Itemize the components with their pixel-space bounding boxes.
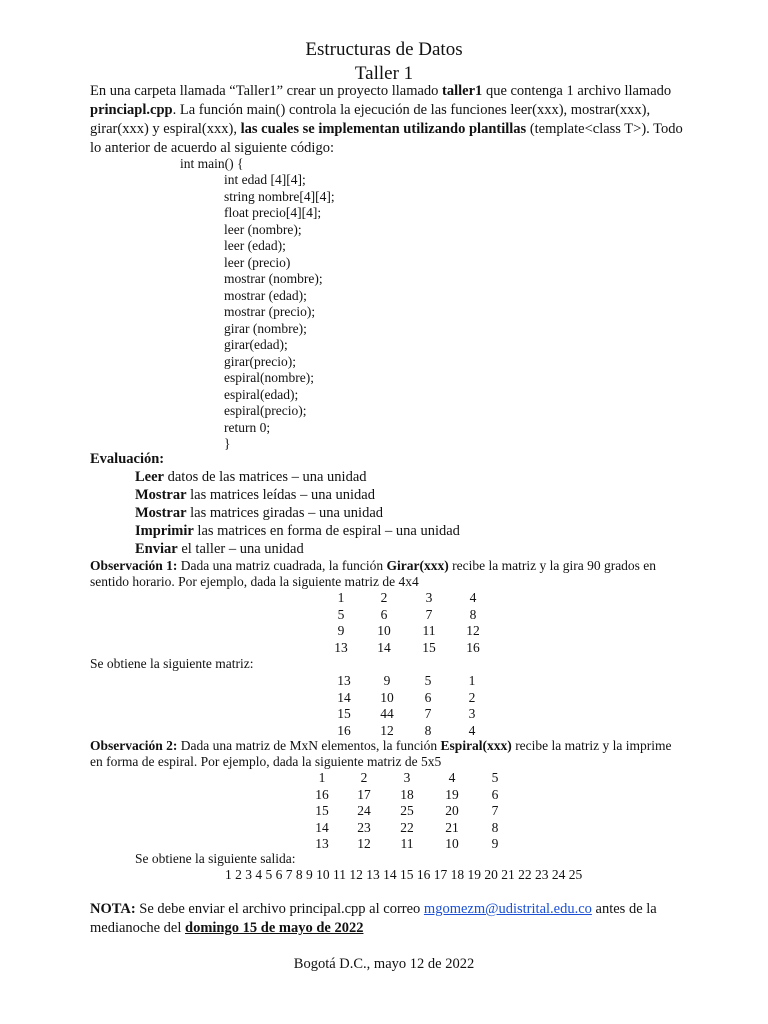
matrix-cell: 23 bbox=[357, 819, 371, 835]
obs1-function: Girar(xxx) bbox=[386, 558, 449, 573]
matrix-cell: 10 bbox=[445, 836, 459, 851]
code-line: espiral(edad); bbox=[224, 386, 299, 402]
matrix-cell: 7 bbox=[424, 706, 432, 721]
evaluacion-item-action: Mostrar bbox=[135, 487, 187, 503]
obs2-line1 bbox=[90, 739, 672, 753]
code-line: girar(precio); bbox=[224, 353, 296, 369]
code-line: mostrar (edad); bbox=[224, 287, 307, 303]
nota-line1 bbox=[90, 902, 657, 917]
code-line: int edad [4][4]; bbox=[224, 172, 306, 187]
intro-text: En una carpeta llamada “Taller1” crear un proyecto llamado bbox=[90, 83, 443, 99]
code-line: float precio[4][4]; bbox=[224, 205, 322, 220]
matrix-cell: 9 bbox=[337, 623, 345, 638]
code-line: string nombre[4][4]; bbox=[224, 188, 335, 204]
evaluacion-item bbox=[135, 524, 460, 539]
intro-text: que contenga 1 archivo llamado bbox=[482, 83, 672, 99]
matrix-cell: 15 bbox=[422, 639, 436, 655]
intro-paragraph bbox=[90, 82, 685, 158]
obs2-line2: en forma de espiral. Por ejemplo, dada la siguiente matriz de 5x5 bbox=[90, 754, 442, 769]
matrix-cell: 10 bbox=[380, 689, 394, 705]
matrix-cell: 13 bbox=[315, 836, 329, 851]
matrix-cell: 16 bbox=[337, 722, 351, 738]
code-line: mostrar (precio); bbox=[224, 304, 316, 319]
matrix-cell: 18 bbox=[400, 786, 414, 802]
evaluacion-heading bbox=[90, 452, 164, 467]
evaluacion-item-text: las matrices leídas – una unidad bbox=[186, 487, 375, 503]
matrix-cell: 2 bbox=[468, 689, 476, 705]
obs2-text: recibe la matriz y la imprime bbox=[511, 738, 672, 753]
matrix-cell: 17 bbox=[357, 786, 371, 802]
obs2-result-label: Se obtiene la siguiente salida: bbox=[135, 851, 296, 866]
code-open: int main() { bbox=[180, 156, 244, 171]
obs1-line2: sentido horario. Por ejemplo, dada la siguiente matriz de 4x4 bbox=[90, 574, 419, 589]
matrix-cell: 22 bbox=[400, 819, 414, 835]
matrix-cell: 12 bbox=[357, 836, 371, 851]
code-line: girar (nombre); bbox=[224, 320, 307, 336]
matrix-cell: 9 bbox=[491, 836, 499, 851]
matrix-cell: 15 bbox=[315, 803, 329, 818]
code-line: leer (edad); bbox=[224, 238, 286, 253]
page-subtitle: Taller 1 bbox=[354, 63, 414, 84]
matrix-cell: 10 bbox=[377, 623, 391, 638]
evaluacion-item bbox=[135, 506, 383, 521]
intro-text: . La función main() controla la ejecución de las funciones leer(xxx), mostrar(xxx), girar(xxx) y espiral(xxx), bbox=[90, 102, 651, 137]
matrix-cell: 6 bbox=[491, 786, 499, 802]
evaluacion-item bbox=[135, 470, 367, 485]
code-line: leer (precio) bbox=[224, 254, 291, 270]
evaluacion-item bbox=[135, 488, 375, 503]
matrix-cell: 19 bbox=[445, 786, 459, 802]
spiral-output: 1 2 3 4 5 6 7 8 9 10 11 12 13 14 15 16 17 18 19 20 21 22 23 24 25 bbox=[225, 867, 583, 882]
matrix-cell: 1 bbox=[468, 673, 476, 688]
evaluacion-item-action: Leer bbox=[135, 469, 164, 485]
matrix-cell: 11 bbox=[400, 836, 414, 851]
obs1-text: Dada una matriz cuadrada, la función bbox=[177, 558, 387, 573]
matrix-cell: 5 bbox=[337, 606, 345, 622]
evaluacion-item-action: Mostrar bbox=[135, 505, 187, 521]
matrix-cell: 16 bbox=[466, 639, 480, 655]
nota-text: Se debe enviar el archivo principal.cpp al correo bbox=[135, 901, 424, 917]
obs1-text: recibe la matriz y la gira 90 grados en bbox=[448, 558, 657, 573]
matrix-cell: 13 bbox=[337, 673, 351, 688]
matrix-cell: 1 bbox=[318, 770, 326, 785]
matrix-cell: 16 bbox=[315, 786, 329, 802]
code-line: } bbox=[224, 436, 231, 451]
nota-text: medianoche del bbox=[90, 920, 186, 936]
matrix-cell: 1 bbox=[337, 590, 345, 605]
matrix-cell: 7 bbox=[425, 606, 433, 622]
footer-place-date: Bogotá D.C., mayo 12 de 2022 bbox=[293, 956, 475, 972]
matrix-cell: 4 bbox=[469, 590, 477, 605]
evaluacion-heading-text: Evaluación: bbox=[90, 451, 165, 467]
matrix-cell: 24 bbox=[357, 803, 371, 818]
matrix-cell: 44 bbox=[380, 706, 394, 721]
matrix-cell: 14 bbox=[337, 689, 351, 705]
matrix-cell: 15 bbox=[337, 706, 351, 721]
evaluacion-item-text: las matrices giradas – una unidad bbox=[186, 505, 384, 521]
evaluacion-item-text: el taller – una unidad bbox=[177, 541, 304, 557]
matrix-cell: 20 bbox=[445, 803, 459, 818]
matrix-cell: 14 bbox=[315, 819, 329, 835]
matrix-cell: 3 bbox=[425, 590, 433, 605]
matrix-cell: 12 bbox=[466, 623, 480, 638]
matrix-cell: 6 bbox=[380, 606, 388, 622]
matrix-cell: 8 bbox=[469, 606, 477, 622]
code-line: leer (nombre); bbox=[224, 221, 302, 237]
nota-label: NOTA: bbox=[90, 901, 136, 917]
matrix-cell: 12 bbox=[380, 722, 394, 738]
matrix-cell: 14 bbox=[377, 639, 391, 655]
matrix-cell: 8 bbox=[424, 722, 432, 738]
matrix-cell: 11 bbox=[422, 623, 436, 638]
nota-text: antes de la bbox=[591, 901, 657, 917]
evaluacion-item-action: Imprimir bbox=[135, 523, 194, 539]
matrix-cell: 6 bbox=[424, 689, 432, 705]
obs2-function: Espiral(xxx) bbox=[440, 738, 512, 753]
matrix-cell: 8 bbox=[491, 819, 499, 835]
evaluacion-item-text: datos de las matrices – una unidad bbox=[163, 469, 367, 485]
intro-emphasis: las cuales se implementan utilizando plantillas bbox=[240, 121, 527, 137]
intro-project-name: taller1 bbox=[442, 83, 483, 99]
matrix-cell: 4 bbox=[468, 722, 476, 738]
obs2-text: Dada una matriz de MxN elementos, la función bbox=[177, 738, 441, 753]
page-title: Estructuras de Datos bbox=[305, 39, 463, 60]
nota-line2 bbox=[90, 921, 363, 936]
matrix-cell: 5 bbox=[491, 770, 499, 785]
matrix-cell: 25 bbox=[400, 803, 414, 818]
obs1-result-label: Se obtiene la siguiente matriz: bbox=[90, 656, 254, 671]
code-line: mostrar (nombre); bbox=[224, 271, 323, 286]
matrix-cell: 9 bbox=[383, 673, 391, 688]
deadline: domingo 15 de mayo de 2022 bbox=[185, 920, 364, 936]
matrix-cell: 7 bbox=[491, 803, 499, 818]
obs2-label: Observación 2: bbox=[90, 738, 178, 753]
matrix-cell: 3 bbox=[403, 770, 411, 785]
matrix-cell: 13 bbox=[334, 639, 348, 655]
matrix-cell: 2 bbox=[380, 590, 388, 605]
code-line: espiral(precio); bbox=[224, 403, 307, 418]
intro-file-name: princiapl.cpp bbox=[90, 102, 173, 118]
code-line: return 0; bbox=[224, 419, 271, 435]
email-link[interactable]: mgomezm@udistrital.edu.co bbox=[423, 901, 592, 917]
matrix-cell: 2 bbox=[360, 770, 368, 785]
matrix-cell: 21 bbox=[445, 819, 459, 835]
matrix-cell: 3 bbox=[468, 706, 476, 721]
evaluacion-item-action: Enviar bbox=[135, 541, 178, 557]
matrix-cell: 5 bbox=[424, 673, 432, 688]
code-line: espiral(nombre); bbox=[224, 370, 314, 385]
matrix-cell: 4 bbox=[448, 770, 456, 785]
obs1-label: Observación 1: bbox=[90, 558, 178, 573]
evaluacion-item-text: las matrices en forma de espiral – una unidad bbox=[193, 523, 460, 539]
intro-text: (template<class T>). Todo lo anterior de acuerdo al siguiente código: bbox=[90, 121, 683, 156]
obs1-line1 bbox=[90, 559, 656, 573]
evaluacion-item bbox=[135, 542, 304, 557]
code-line: girar(edad); bbox=[224, 337, 288, 352]
